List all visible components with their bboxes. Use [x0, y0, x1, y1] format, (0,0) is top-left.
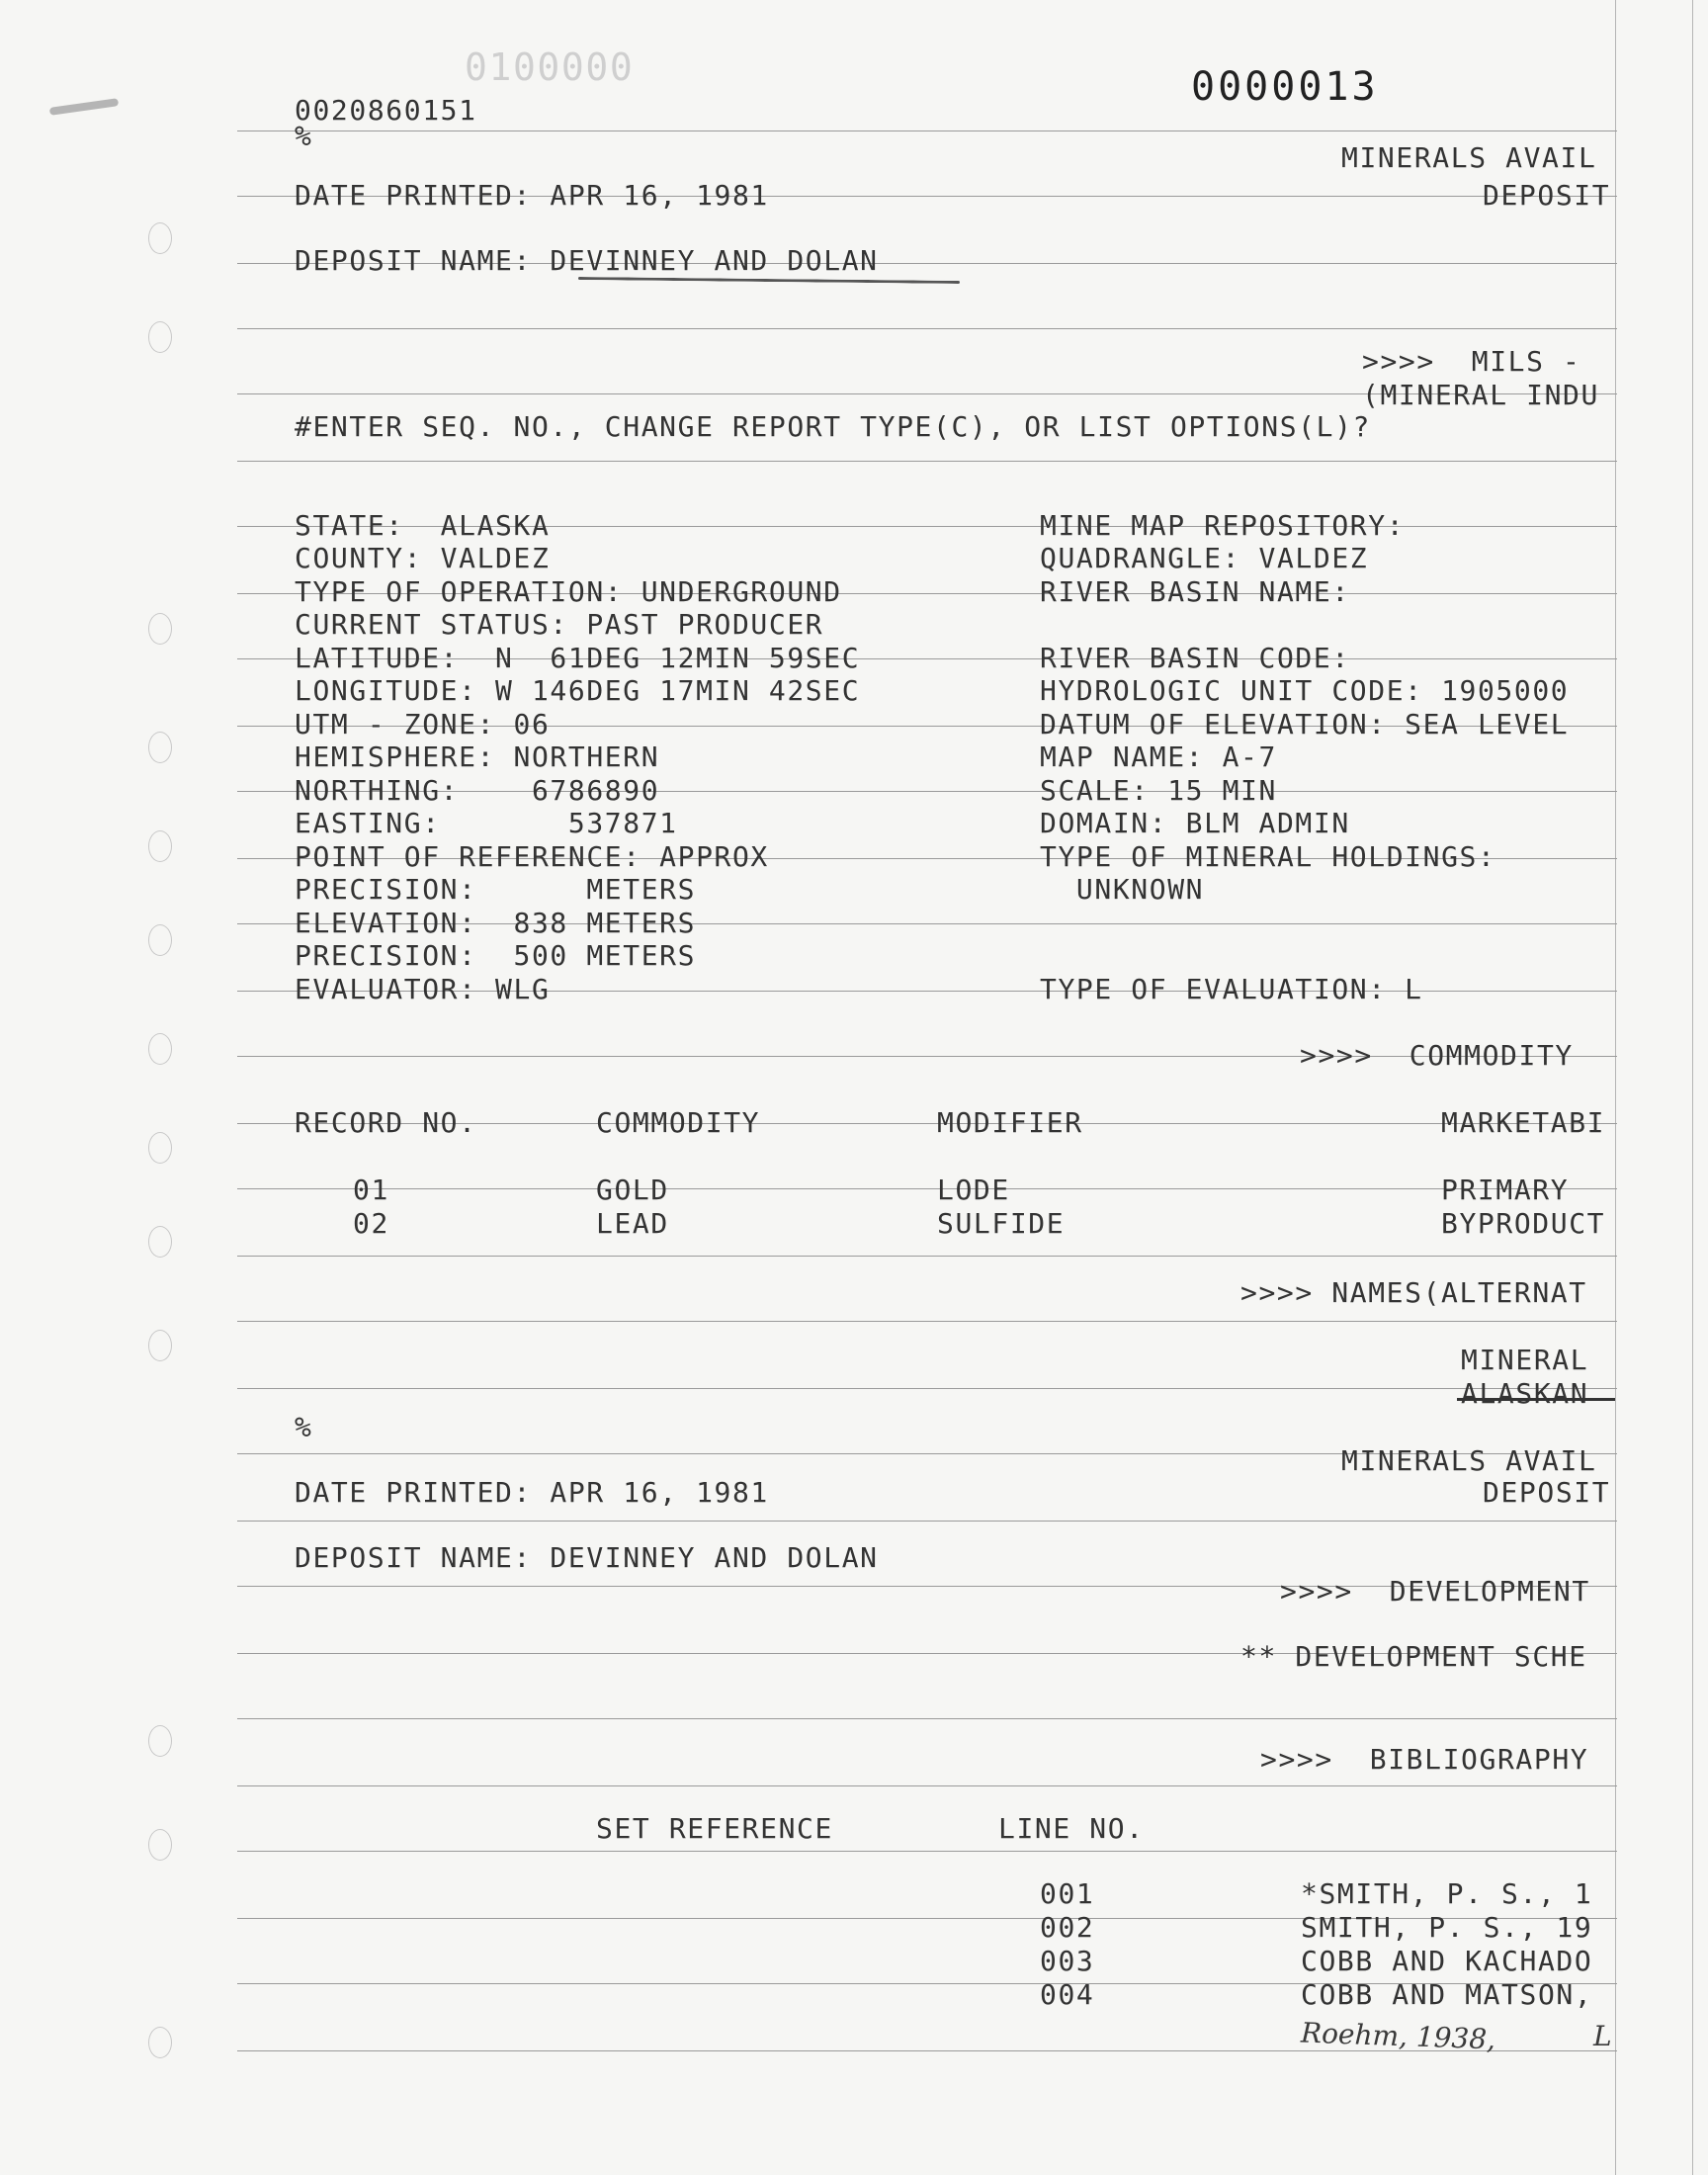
tractor-hole-icon: [148, 830, 172, 862]
loc-right-line: TYPE OF EVALUATION: L: [1040, 973, 1423, 1005]
bib-line-no: 001: [1040, 1877, 1095, 1910]
tractor-hole-icon: [148, 1226, 172, 1258]
loc-left-line: LATITUDE: N 61DEG 12MIN 59SEC: [295, 642, 861, 674]
right-margin-line: [1615, 0, 1616, 2175]
loc-left-line: UTM - ZONE: 06: [295, 708, 551, 740]
tractor-hole-icon: [148, 1829, 172, 1861]
tractor-hole-icon: [148, 1033, 172, 1065]
bib-reference: COBB AND KACHADO: [1301, 1945, 1593, 1977]
percent-mark: %: [295, 120, 313, 152]
col-header-set-reference: SET REFERENCE: [596, 1812, 833, 1845]
loc-left-line: COUNTY: VALDEZ: [295, 542, 551, 574]
rule: [237, 1785, 1617, 1786]
loc-left-line: HEMISPHERE: NORTHERN: [295, 740, 660, 773]
bib-line-no: 003: [1040, 1945, 1095, 1977]
loc-left-line: PRECISION: 500 METERS: [295, 939, 697, 972]
rule: [237, 1718, 1617, 1719]
date-printed: DATE PRINTED: APR 16, 1981: [295, 1476, 769, 1509]
loc-right-line: DOMAIN: BLM ADMIN: [1040, 807, 1350, 839]
commodity-section: >>>> COMMODITY: [1300, 1039, 1574, 1072]
deposit-heading: DEPOSIT: [1483, 179, 1611, 212]
loc-left-line: TYPE OF OPERATION: UNDERGROUND: [295, 575, 842, 608]
rule: [237, 130, 1617, 131]
loc-left-line: POINT OF REFERENCE: APPROX: [295, 840, 769, 873]
rule: [237, 1321, 1617, 1322]
tractor-hole-icon: [148, 613, 172, 645]
pen-underline: [578, 277, 960, 284]
handwritten-annotation-tail: L: [1593, 2020, 1612, 2052]
command-prompt: #ENTER SEQ. NO., CHANGE REPORT TYPE(C), OR LIST OPTIONS(L)?: [295, 410, 1371, 443]
names-section: >>>> NAMES(ALTERNAT: [1240, 1276, 1587, 1309]
rule: [237, 461, 1617, 462]
loc-left-line: PRECISION: METERS: [295, 873, 697, 906]
rule: [237, 1256, 1617, 1257]
bib-line-no: 002: [1040, 1911, 1095, 1944]
ink-smudge: [49, 98, 119, 116]
deposit-heading: DEPOSIT: [1483, 1476, 1611, 1509]
loc-left-line: LONGITUDE: W 146DEG 17MIN 42SEC: [295, 674, 861, 707]
loc-left-line: STATE: ALASKA: [295, 509, 551, 542]
tractor-hole-icon: [148, 1725, 172, 1757]
mineral-industry-banner: (MINERAL INDU: [1362, 379, 1599, 411]
deposit-name: DEPOSIT NAME: DEVINNEY AND DOLAN: [295, 1541, 879, 1574]
rule: [237, 328, 1617, 329]
names-alaskan: ALASKAN: [1461, 1377, 1589, 1410]
loc-right-line: RIVER BASIN CODE:: [1040, 642, 1350, 674]
loc-left-line: NORTHING: 6786890: [295, 774, 660, 807]
rule: [237, 1521, 1617, 1522]
loc-right-line: MAP NAME: A-7: [1040, 740, 1277, 773]
loc-right-line: RIVER BASIN NAME:: [1040, 575, 1350, 608]
col-header-modifier: MODIFIER: [937, 1106, 1083, 1139]
loc-left-line: EVALUATOR: WLG: [295, 973, 551, 1005]
commodity-cell: PRIMARY: [1441, 1174, 1570, 1206]
rule: [237, 1388, 1617, 1389]
tractor-hole-icon: [148, 1132, 172, 1164]
tractor-hole-icon: [148, 321, 172, 353]
record-id: 0020860151: [295, 94, 477, 127]
rule: [237, 1851, 1617, 1852]
loc-right-line: TYPE OF MINERAL HOLDINGS:: [1040, 840, 1496, 873]
commodity-cell: SULFIDE: [937, 1207, 1066, 1240]
loc-right-line: SCALE: 15 MIN: [1040, 774, 1277, 807]
development-section: >>>> DEVELOPMENT: [1280, 1575, 1590, 1608]
control-number: 0000013: [1191, 64, 1379, 110]
loc-left-line: ELEVATION: 838 METERS: [295, 907, 697, 939]
percent-mark: %: [295, 1411, 313, 1443]
rule: [237, 1188, 1617, 1189]
loc-right-line: UNKNOWN: [1040, 873, 1205, 906]
bib-reference: COBB AND MATSON,: [1301, 1978, 1593, 2011]
strikethrough-mark: [1457, 1398, 1615, 1401]
commodity-cell: BYPRODUCT: [1441, 1208, 1606, 1240]
loc-right-line: HYDROLOGIC UNIT CODE: 1905000: [1040, 675, 1570, 707]
tractor-hole-icon: [148, 2027, 172, 2058]
commodity-cell: 02: [353, 1207, 389, 1240]
loc-right-line: DATUM OF ELEVATION: SEA LEVEL: [1040, 709, 1570, 740]
col-header-line-no: LINE NO.: [998, 1812, 1145, 1845]
bib-reference: SMITH, P. S., 19: [1301, 1911, 1593, 1944]
tractor-hole-icon: [148, 1330, 172, 1361]
commodity-cell: GOLD: [596, 1174, 669, 1206]
commodity-cell: 01: [353, 1174, 389, 1206]
col-header-commodity: COMMODITY: [596, 1106, 761, 1139]
tractor-hole-icon: [148, 732, 172, 763]
agency-heading: MINERALS AVAIL: [1341, 1444, 1597, 1477]
development-schedule: ** DEVELOPMENT SCHE: [1240, 1640, 1587, 1673]
names-mineral: MINERAL: [1461, 1344, 1589, 1376]
handwritten-annotation: Roehm, 1938,: [1300, 2016, 1496, 2056]
loc-left-line: CURRENT STATUS: PAST PRODUCER: [295, 608, 824, 641]
perforation-line: [1692, 0, 1693, 2175]
bib-line-no: 004: [1040, 1978, 1095, 2011]
loc-right-line: QUADRANGLE: VALDEZ: [1040, 542, 1369, 574]
bibliography-section: >>>> BIBLIOGRAPHY: [1260, 1743, 1589, 1776]
tractor-hole-icon: [148, 222, 172, 254]
col-header-marketability: MARKETABI: [1441, 1106, 1606, 1139]
col-header-record: RECORD NO.: [295, 1106, 477, 1139]
faint-stamp-number: 0100000: [465, 45, 635, 89]
commodity-cell: LODE: [937, 1174, 1010, 1206]
tractor-hole-icon: [148, 924, 172, 956]
loc-right-line: MINE MAP REPOSITORY:: [1040, 509, 1406, 542]
deposit-name: DEPOSIT NAME: DEVINNEY AND DOLAN: [295, 244, 879, 277]
agency-heading: MINERALS AVAIL: [1341, 141, 1597, 174]
date-printed: DATE PRINTED: APR 16, 1981: [295, 179, 769, 212]
commodity-cell: LEAD: [596, 1207, 669, 1240]
loc-left-line: EASTING: 537871: [295, 807, 678, 839]
bib-reference: *SMITH, P. S., 1: [1301, 1877, 1593, 1910]
mils-banner: >>>> MILS -: [1362, 345, 1581, 378]
